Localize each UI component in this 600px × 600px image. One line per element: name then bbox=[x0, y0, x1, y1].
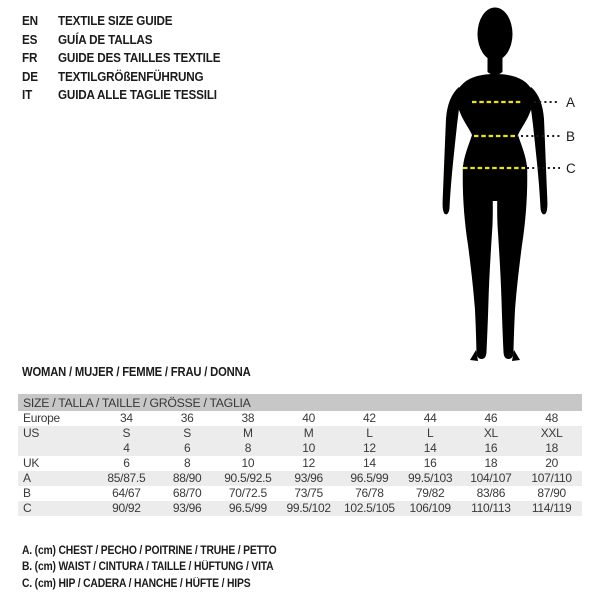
size-cell: 114/119 bbox=[521, 501, 582, 516]
size-cell: 6 bbox=[123, 456, 130, 470]
silhouette-left-arm bbox=[443, 87, 461, 214]
size-cell: 10 bbox=[278, 441, 339, 456]
silhouette-left-leg bbox=[463, 165, 493, 359]
size-table-row bbox=[18, 441, 582, 456]
size-cell: 36 bbox=[180, 411, 194, 425]
size-table-row bbox=[18, 411, 582, 426]
size-cell: 12 bbox=[339, 441, 400, 456]
size-cell: 85/87.5 bbox=[96, 471, 157, 486]
size-cell: 107/110 bbox=[521, 471, 582, 486]
size-cell: 34 bbox=[120, 411, 133, 425]
size-cell: 12 bbox=[302, 456, 315, 470]
size-cell: 87/90 bbox=[537, 486, 566, 500]
language-title-row bbox=[22, 86, 220, 105]
language-guide-title: GUIDE DES TAILLES TEXTILE bbox=[58, 50, 221, 66]
size-cell: 40 bbox=[302, 411, 315, 425]
language-code: DE bbox=[22, 68, 38, 84]
language-title-row bbox=[22, 49, 220, 68]
size-cell: 104/107 bbox=[461, 471, 522, 486]
size-cell: 76/78 bbox=[355, 486, 384, 500]
language-title-row bbox=[22, 31, 220, 50]
size-cell: XXL bbox=[521, 426, 582, 441]
language-title-row bbox=[22, 12, 220, 31]
size-table-body bbox=[18, 411, 582, 516]
size-cell: XL bbox=[461, 426, 522, 441]
language-title-row bbox=[22, 68, 220, 87]
size-cell: 90/92 bbox=[96, 501, 157, 516]
size-table-row bbox=[18, 426, 582, 441]
size-cell: 88/90 bbox=[157, 471, 218, 486]
size-cell: L bbox=[400, 426, 461, 441]
size-cell: 10 bbox=[241, 456, 255, 470]
size-cell: 8 bbox=[183, 456, 191, 470]
language-guide-title: GUIDA ALLE TAGLIE TESSILI bbox=[58, 87, 217, 103]
size-row-label: B bbox=[23, 486, 31, 500]
size-row-label: US bbox=[18, 426, 96, 441]
size-cell: 20 bbox=[545, 456, 558, 470]
language-guide-title: TEXTILGRÖßENFÜHRUNG bbox=[58, 68, 204, 84]
woman-silhouette-diagram bbox=[410, 0, 600, 380]
size-cell: M bbox=[278, 426, 339, 441]
size-cell: 70/72.5 bbox=[228, 486, 267, 500]
size-cell: S bbox=[157, 426, 218, 441]
marker-label-c: C bbox=[566, 161, 576, 176]
size-cell: 106/109 bbox=[400, 501, 461, 516]
size-cell: 99.5/103 bbox=[400, 471, 461, 486]
size-cell: 79/82 bbox=[415, 486, 445, 500]
size-table-row bbox=[18, 456, 582, 471]
size-cell: S bbox=[96, 426, 157, 441]
language-title-list bbox=[22, 12, 242, 105]
size-row-label: C bbox=[18, 501, 96, 516]
size-cell: 6 bbox=[157, 441, 218, 456]
size-cell: 68/70 bbox=[172, 486, 202, 500]
size-table-row bbox=[18, 501, 582, 516]
measurement-note: A. (cm) CHEST / PECHO / POITRINE / TRUHE / PETTO bbox=[22, 545, 277, 557]
measurement-notes bbox=[22, 543, 305, 592]
size-cell: 102.5/105 bbox=[339, 501, 400, 516]
size-cell: 42 bbox=[363, 411, 376, 425]
language-code: IT bbox=[22, 87, 33, 103]
measurement-note: B. (cm) WAIST / CINTURA / TAILLE / HÜFTUNG / VITA bbox=[22, 561, 274, 574]
size-cell: 93/96 bbox=[278, 471, 339, 486]
size-cell: 4 bbox=[96, 441, 157, 456]
size-row-label: Europe bbox=[23, 411, 60, 425]
gender-heading bbox=[22, 365, 276, 379]
gender-heading-text: WOMAN / MUJER / FEMME / FRAU / DONNA bbox=[22, 365, 251, 379]
woman-silhouette bbox=[443, 8, 548, 362]
language-guide-title: TEXTILE SIZE GUIDE bbox=[58, 13, 173, 28]
marker-label-b: B bbox=[566, 129, 576, 144]
size-cell: L bbox=[339, 426, 400, 441]
marker-label-a: A bbox=[566, 95, 576, 110]
size-cell: 38 bbox=[241, 411, 255, 425]
size-cell: 96.5/99 bbox=[339, 471, 400, 486]
size-cell: 73/75 bbox=[294, 486, 323, 500]
size-cell: M bbox=[218, 426, 279, 441]
size-cell: 64/67 bbox=[112, 486, 141, 500]
size-cell: 18 bbox=[484, 456, 498, 470]
measurement-note: C. (cm) HIP / CADERA / HANCHE / HÜFTE / HIPS bbox=[22, 577, 251, 590]
size-table-header: SIZE / TALLA / TAILLE / GRÖSSE / TAGLIA bbox=[18, 394, 582, 411]
language-code: FR bbox=[22, 50, 38, 66]
size-table-header-row bbox=[18, 394, 582, 411]
size-cell: 44 bbox=[423, 411, 437, 425]
size-row-label: A bbox=[18, 471, 96, 486]
measurement-figure bbox=[410, 0, 600, 380]
size-cell: 16 bbox=[423, 456, 437, 470]
size-cell: 16 bbox=[461, 441, 522, 456]
size-cell: 93/96 bbox=[157, 501, 218, 516]
language-code: ES bbox=[22, 31, 38, 47]
silhouette-right-leg bbox=[497, 165, 527, 359]
size-cell: 48 bbox=[545, 411, 558, 425]
size-cell: 14 bbox=[363, 456, 376, 470]
size-table-row bbox=[18, 486, 582, 501]
size-cell: 110/113 bbox=[461, 501, 522, 516]
size-cell: 99.5/102 bbox=[278, 501, 339, 516]
size-cell: 14 bbox=[400, 441, 461, 456]
size-row-label bbox=[18, 441, 96, 456]
size-row-label: UK bbox=[23, 456, 40, 470]
silhouette-right-arm bbox=[530, 87, 548, 214]
size-table bbox=[18, 394, 582, 516]
size-cell: 46 bbox=[484, 411, 498, 425]
size-cell: 8 bbox=[218, 441, 279, 456]
size-cell: 90.5/92.5 bbox=[218, 471, 279, 486]
silhouette-neck bbox=[488, 46, 503, 75]
language-code: EN bbox=[22, 13, 38, 28]
language-guide-title: GUÍA DE TALLAS bbox=[58, 31, 153, 47]
size-table-row bbox=[18, 471, 582, 486]
size-cell: 18 bbox=[521, 441, 582, 456]
size-cell: 83/86 bbox=[476, 486, 506, 500]
size-cell: 96.5/99 bbox=[218, 501, 279, 516]
